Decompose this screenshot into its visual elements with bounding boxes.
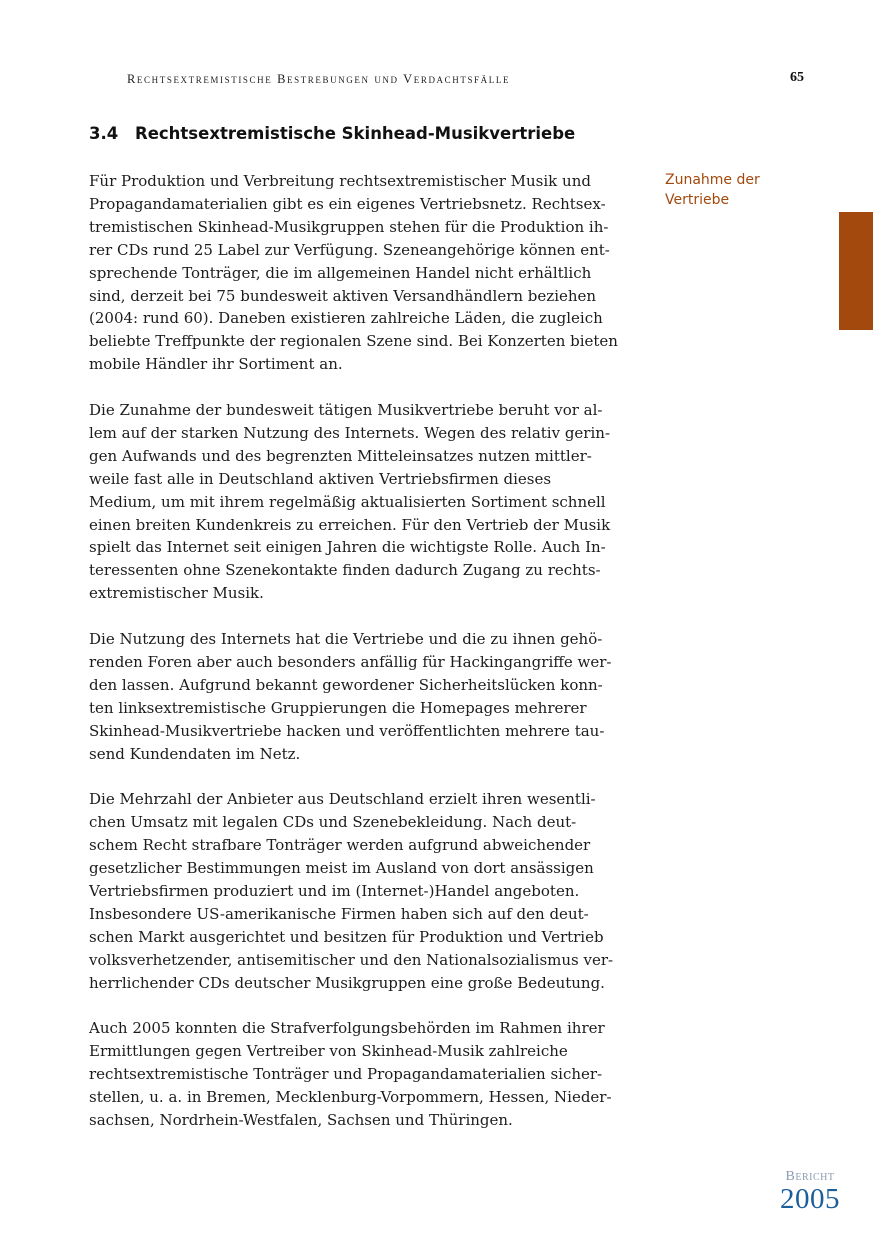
paragraph <box>89 170 654 376</box>
text-line: (2004: rund 60). Daneben existieren zahlreiche Läden, die zugleich <box>89 309 603 328</box>
text-line: Die Mehrzahl der Anbieter aus Deutschland erzielt ihren wesentli- <box>89 790 596 809</box>
text-line: Die Zunahme der bundesweit tätigen Musikvertriebe beruht vor al- <box>89 401 603 420</box>
text-line: chen Umsatz mit legalen CDs und Szenebekleidung. Nach deut- <box>89 813 577 832</box>
text-line: rer CDs rund 25 Label zur Verfügung. Szeneangehörige können ent- <box>89 240 610 259</box>
paragraph <box>89 399 654 605</box>
text-line: ten linksextremistische Gruppierungen die Homepages mehrerer <box>89 698 587 717</box>
text-line: spielt das Internet seit einigen Jahren die wichtigste Rolle. Auch In- <box>89 538 606 557</box>
text-line: sprechende Tonträger, die im allgemeinen Handel nicht erhältlich <box>89 263 592 282</box>
text-line: mobile Händler ihr Sortiment an. <box>89 355 343 374</box>
text-line: Für Produktion und Verbreitung rechtsextremistischer Musik und <box>89 172 591 190</box>
text-line: Die Nutzung des Internets hat die Vertriebe und die zu ihnen gehö- <box>89 630 603 649</box>
brand-word: Bericht <box>785 1169 835 1184</box>
text-line: rechtsextremistische Tonträger und Propagandamaterialien sicher- <box>89 1065 603 1084</box>
text-line: tremistischen Skinhead-Musikgruppen stehen für die Produktion ih- <box>89 217 609 236</box>
margin-note-line: Zunahme der <box>665 172 760 188</box>
section-heading <box>89 124 649 143</box>
paragraph <box>89 628 654 765</box>
text-line: weile fast alle in Deutschland aktiven Vertriebsfirmen dieses <box>89 469 552 488</box>
margin-note-line: Vertriebe <box>665 192 730 208</box>
text-line: teressenten ohne Szenekontakte finden dadurch Zugang zu rechts- <box>89 561 601 580</box>
text-line: schem Recht strafbare Tonträger werden aufgrund abweichender <box>89 836 591 855</box>
text-line: sachsen, Nordrhein-Westfalen, Sachsen und Thüringen. <box>89 1111 513 1130</box>
text-line: Medium, um mit ihrem regelmäßig aktualisierten Sortiment schnell <box>89 492 606 511</box>
text-line: Auch 2005 konnten die Strafverfolgungsbehörden im Rahmen ihrer <box>89 1019 605 1038</box>
chapter-side-tab <box>839 212 873 330</box>
running-header: Rechtsextremistische Bestrebungen und Verdachtsfälle <box>127 72 511 86</box>
text-line: sind, derzeit bei 75 bundesweit aktiven Versandhändlern beziehen <box>89 286 597 305</box>
text-line: einen breiten Kundenkreis zu erreichen. Für den Vertrieb der Musik <box>89 515 611 534</box>
text-line: Insbesondere US-amerikanische Firmen haben sich auf den deut- <box>89 904 589 923</box>
text-line: send Kundendaten im Netz. <box>89 744 301 763</box>
paragraph <box>89 788 654 994</box>
text-line: stellen, u. a. in Bremen, Mecklenburg-Vorpommern, Hessen, Nieder- <box>89 1088 612 1107</box>
margin-note <box>665 170 815 210</box>
text-line: renden Foren aber auch besonders anfällig für Hackingangriffe wer- <box>89 653 612 671</box>
text-line: gesetzlicher Bestimmungen meist im Ausland von dort ansässigen <box>89 859 594 878</box>
paragraph <box>89 1017 654 1132</box>
text-line: Vertriebsfirmen produziert und im (Internet-)Handel angeboten. <box>89 882 580 901</box>
text-line: herrlichender CDs deutscher Musikgruppen eine große Bedeutung. <box>89 973 605 992</box>
text-line: schen Markt ausgerichtet und besitzen für Produktion und Vertrieb <box>89 927 604 946</box>
body-text <box>89 170 654 1155</box>
page-number: 65 <box>790 70 804 85</box>
brand-year: 2005 <box>780 1183 840 1215</box>
text-line: extremistischer Musik. <box>89 584 264 603</box>
text-line: den lassen. Aufgrund bekannt gewordener Sicherheitslücken konn- <box>89 675 603 694</box>
text-line: beliebte Treffpunkte der regionalen Szene sind. Bei Konzerten bieten <box>89 332 618 351</box>
text-line: gen Aufwands und des begrenzten Mitteleinsatzes nutzen mittler- <box>89 446 592 465</box>
text-line: Skinhead-Musikvertriebe hacken und veröffentlichten mehrere tau- <box>89 721 605 740</box>
report-brand-logo <box>770 1169 850 1213</box>
section-number: 3.4 <box>89 124 119 143</box>
section-title: Rechtsextremistische Skinhead-Musikvertriebe <box>135 124 576 143</box>
text-line: volksverhetzender, antisemitischer und den Nationalsozialismus ver- <box>89 950 614 969</box>
text-line: lem auf der starken Nutzung des Internets. Wegen des relativ gerin- <box>89 423 611 442</box>
text-line: Ermittlungen gegen Vertreiber von Skinhead-Musik zahlreiche <box>89 1042 568 1061</box>
text-line: Propagandamaterialien gibt es ein eigenes Vertriebsnetz. Rechtsex- <box>89 194 606 213</box>
